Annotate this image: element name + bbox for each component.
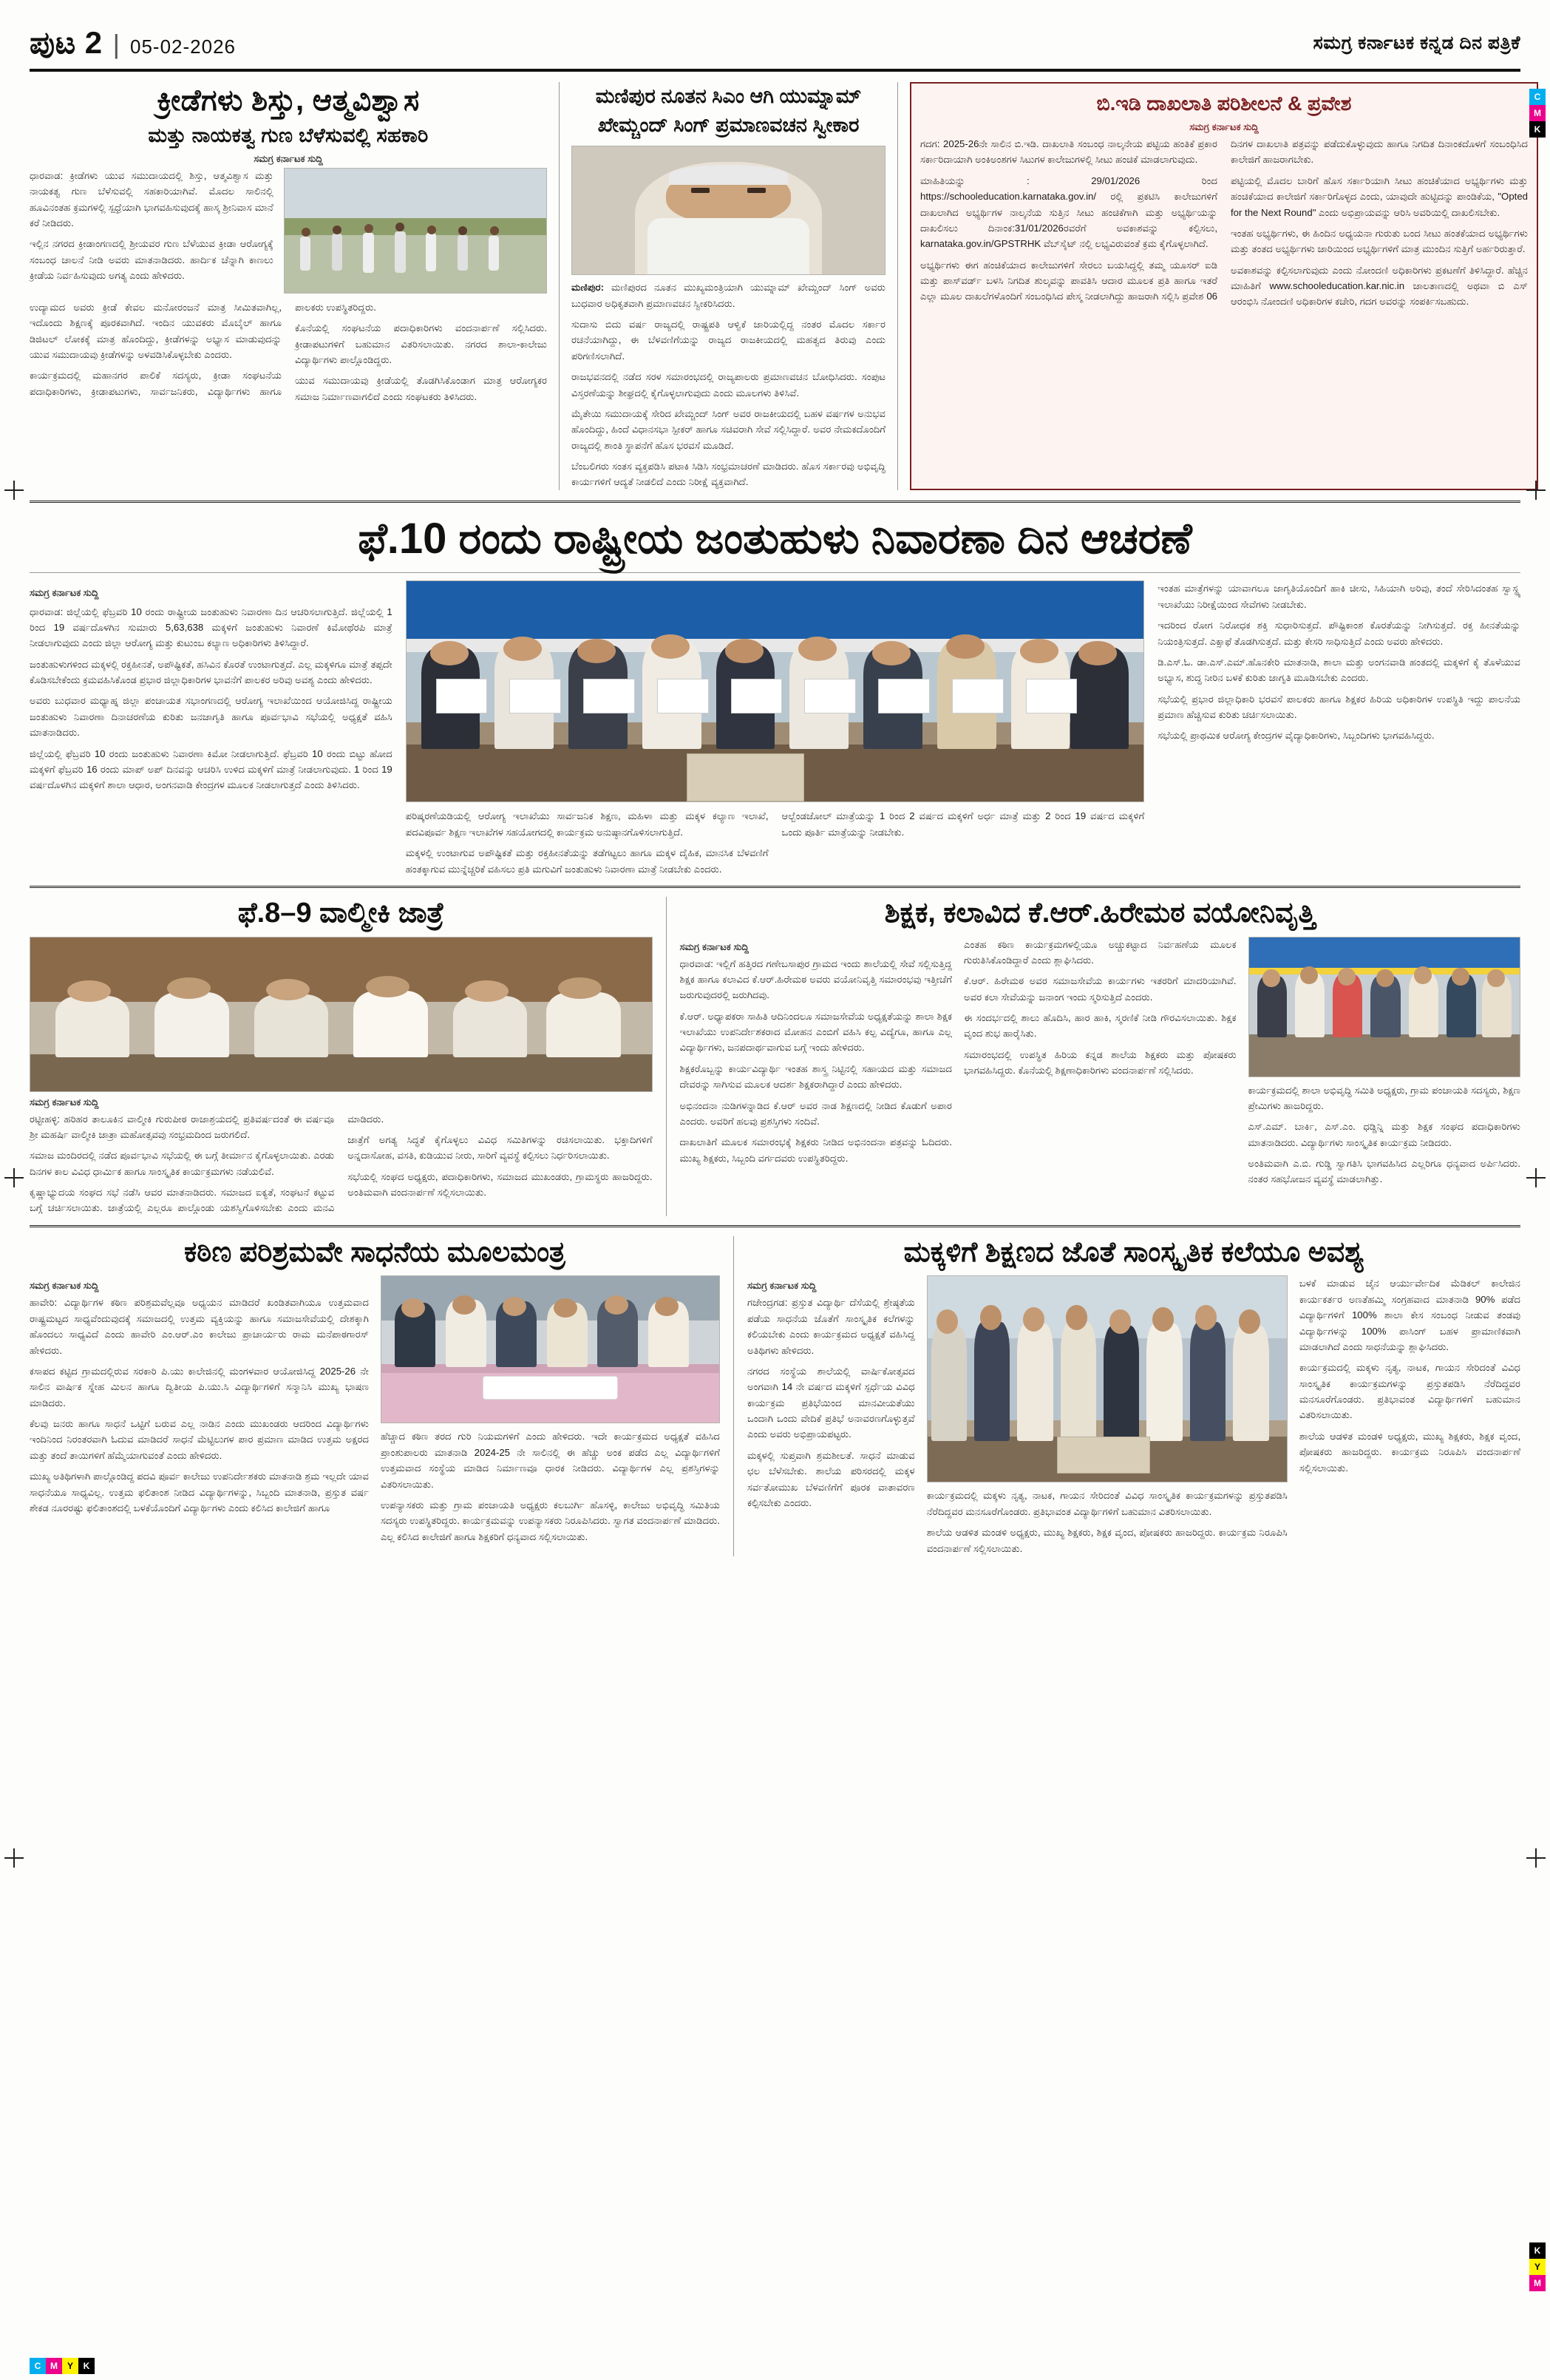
para: ಎಸ್.ಎಮ್. ಬಾರ್ಕಿ, ಎಸ್.ಎಂ. ಧಡ್ಡಿನ್ನಿ ಮತ್ತು ಶಿಕ್ಷಕ ಸಂಘದ ಪದಾಧಿಕಾರಿಗಳು ಮಾತನಾಡಿದರು. ವಿದ್ಯಾರ್ಥಿಗಳು ಸಾಂಸ್ಕೃತಿಕ ಕಾರ್ಯಕ್ರಮ ನೀಡಿದರು. [1248, 1121, 1520, 1148]
article-hard-work [30, 1236, 720, 1556]
para: ಬೆಂಬಲಿಗರು ಸಂತಸ ವ್ಯಕ್ತಪಡಿಸಿ ಪಟಾಕಿ ಸಿಡಿಸಿ ಸಂಭ್ರಮಾಚರಣೆ ಮಾಡಿದರು. ಹೊಸ ಸರ್ಕಾರವು ಅಭಿವೃದ್ಧಿ ಕಾರ್ಯಗಳಿಗೆ ಆದ್ಯತೆ ನೀಡಲಿದೆ ಎಂದು ನಿರೀಕ್ಷೆ ವ್ಯಕ್ತವಾಗಿದೆ. [571, 461, 886, 488]
feature-col-1 [30, 580, 392, 877]
para: ಶಿಕ್ಷಕರೊಬ್ಬನ್ನು ಕಾರ್ಯವಿದ್ಯಾರ್ಥಿ ಇಂತಹ ಶಾಸ್ತ್ರ ನಿಟ್ಟಿನಲ್ಲಿ ಸಹಾಯದ ಮತ್ತು ಸಮಾಜದ ದೇವರನ್ನು ಸಾಗಿಸುವ ಮೂಲಕ ಆದರ್ಶ ಶಿಕ್ಷಕರಾಗಿದ್ದಾರೆ ಎಂದು ಹೇಳಿದರು. [679, 1062, 953, 1091]
para: ಕೆ.ಆರ್. ಅಧ್ಯಾಪಕರಾ ಸಾಹಿತಿ ಆದಿನಿಂದಲೂ ಸಮಾಜಸೇವೆಯ ಅಧ್ಯಕ್ಷತೆಯನ್ನು ಶಾಲಾ ಶಿಕ್ಷಕ ಇಲಾಖೆಯು ಉಪನಿರ್ದೇಶಕರಾದ ಮೋಹನ ಎಂಬಿಗೆ ವಹಿಸಿ ಕಲ್ಪ ವಿದ್ಯೆಗೂ, ಹಾಗೂ ಎಲ್ಲ ವಿದ್ಯಾರ್ಥಿಗಳು, ಜನಪದಾರ್ಥವಾಗುವ ಬಗ್ಗೆ ಇಂದು ಹೇಳಿದರು. [679, 1010, 953, 1054]
para: ಅಭಿನಂದನಾ ನುಡಿಗಳನ್ನಾಡಿದ ಕೆ.ಆರ್ ಅವರ ನಾಡ ಶಿಕ್ಷಣದಲ್ಲಿ ನೀಡಿದ ಕೊಡುಗೆ ಅಪಾರ ಎಂದರು. ಅವರಿಗೆ ಹಲವು ಪ್ರಶಸ್ತಿಗಳು ಸಂದಿವೆ. [679, 1099, 953, 1127]
feature-deworming-day [30, 515, 1520, 877]
crop-mark [4, 1168, 24, 1187]
headline-culture: ಮಕ್ಕಳಿಗೆ ಶಿಕ್ಷಣದ ಜೊತೆ ಸಾಂಸ್ಕೃತಿಕ ಕಲೆಯೂ ಅವಶ್ಯ [903, 1236, 1364, 1268]
reg-mark-y2: Y [1529, 2259, 1546, 2275]
para: ಪಟ್ಟಿಯಲ್ಲಿ ಮೊದಲ ಬಾರಿಗೆ ಹೊಸ ಸರ್ಕಾರಿಯಾಗಿ ಸೀಟು ಹಂಚಿಕೆಯಾದ ಅಭ್ಯರ್ಥಿಗಳು ಮತ್ತು ಹಂಚಿಕೆಯಾದ ಕಾಲೇಜಿಗೆ ಸರ್ಕಾರಿಗೊಳ್ಳದ ಎಂದು, ಯಾವುದೇ ಹುಟ್ಟಿದನ್ನು ಪಾಂಡಿಕೆಯ, "Opted for the Next Round" ಎಂದು ಅಭಿಪ್ರಾಯವನ್ನು ಆರಿಸಿ ಅವರಿಯಿಲ್ಲಿ ದಾಖಲಿಸಬೇಕು. [1231, 174, 1528, 218]
photo-sports-ground [284, 168, 547, 294]
para: ಇಂತಹ ಅಭ್ಯರ್ಥಿಗಳು, ಈ ಹಿಂದಿನ ಅಧ್ಯಯನಾ ಗುರುತು ಬಂದ ಸೀಟು ಹಂತಕೆಯಾದ ಅಭ್ಯರ್ಥಿಗಳು ಮತ್ತು ತಂತದ ಅಭ್ಯರ್ಥಿಗಳು ಜಾರಿಯಿಂದ ಅಭ್ಯರ್ಥಿಗಳಿಗೆ ಮಾತ್ರ ಮುಂದಿನ ಸುತ್ತಿಗೆ ಅರ್ಹರಿರುತ್ತಾರೆ. [1231, 227, 1528, 255]
reg-mark-m2: M [1529, 2275, 1546, 2291]
para: ಮಾಹಿತಿಯನ್ನು : 29/01/2026 ರಿಂದ https://schooleducation.karnataka.gov.in/ ರಲ್ಲಿ ಪ್ರಕಟಿಸಿ ಕಾಲೇಜುಗಳಿಗೆ ದಾಖಲಾಗಿದ ಅಭ್ಯರ್ಥಿಗಳ ನಾಲ್ಕನೆಯ ಸುತ್ತಿನ ಸೀಟು ಹಂಚಿಕೆಗಾಗಿ ಮತ್ತು ಅಭ್ಯರ್ಥಿಯನ್ನು ದಾಖಲಿಸಲು ದಿನಾಂಕ:31/01/2026ರವರೆಗೆ ಅವಕಾಶವನ್ನು ಕಲ್ಪಿಸಲು, karnataka.gov.in/GPSTRHK ವೆಬ್‌ಸೈಟ್ ನಲ್ಲಿ ಲಭ್ಯವಿರುವಂತೆ ಕ್ರಮ ಕೈಗೊಳ್ಳಲಾಗಿದೆ. [920, 174, 1217, 250]
article-culture-education [747, 1236, 1520, 1556]
registration-marks-bottom-left [30, 2358, 95, 2374]
article-sports-discipline [30, 82, 547, 490]
reg-mark-k2: K [1529, 2242, 1546, 2259]
photo-deworming-launch [406, 580, 1145, 802]
crop-mark [1526, 1168, 1546, 1187]
headline-valmiki: ಫೆ.8–9 ವಾಲ್ಮೀಕಿ ಜಾತ್ರೆ [237, 897, 444, 929]
reg-mark-y3: Y [62, 2358, 78, 2374]
para: ಜಂತುಹುಳುಗಳಿಂದ ಮಕ್ಕಳಲ್ಲಿ ರಕ್ತಹೀನತೆ, ಅಪೌಷ್ಟಿಕತೆ, ಹಸಿವಿನ ಕೊರತೆ ಉಂಟಾಗುತ್ತದೆ. ಎಲ್ಲ ಮಕ್ಕಳಿಗೂ ಮಾತ್ರೆ ತಪ್ಪದೇ ಕೊಡಿಸಬೇಕೆಂದು ಕ್ರಮವಹಿಸಿಕೊಂಡ ಪ್ರಭಾರ ಜಿಲ್ಲಾಧಿಕಾರಿಗಳ ಭಾವನೆಗೆ ಪಾಲಕರ ಅರಿವು ಅವಶ್ಯ ಎಂದು ಹೇಳಿದರು. [30, 658, 392, 686]
column-divider [897, 82, 898, 490]
column-divider [559, 82, 560, 490]
byline-culture: ಸಮಗ್ರ ಕರ್ನಾಟಕ ಸುದ್ದಿ [747, 1280, 817, 1292]
para: ಡಿ.ಎಸ್.ಓ. ಡಾ.ಎಸ್.ಎಮ್.ಹೊನಕೇರಿ ಮಾತನಾಡಿ, ಶಾಲಾ ಮತ್ತು ಅಂಗನವಾಡಿ ಹಂತದಲ್ಲಿ ಮಕ್ಕಳಿಗೆ ಕೈ ತೊಳೆಯುವ ಅಭ್ಯಾಸ, ಶುದ್ಧ ನೀರಿನ ಬಳಕೆ ಕುರಿತು ಜಾಗೃತಿ ಮೂಡಿಸಬೇಕು ಎಂದರು. [1158, 656, 1520, 684]
para: ಹೆಚ್ಚಾದ ಕಠಿಣ ತರದ ಗುರಿ ನಿಯಮಗಳಿಗೆ ಎಂದು ಹೇಳಿದರು. ಇದೇ ಕಾರ್ಯಕ್ರಮದ ಅಧ್ಯಕ್ಷತೆ ವಹಿಸಿದ ಪ್ರಾಂಶುಪಾಲರು ಮಾತನಾಡಿ 2024-25 ನೇ ಸಾಲಿನಲ್ಲಿ ಈ ಹೆಚ್ಚು ಅಂಕ ಪಡೆದ ಎಲ್ಲ ವಿದ್ಯಾರ್ಥಿಗಳಿಗೆ ಉತ್ತಮವಾದ ಸಂಸ್ಥೆಯ ಮಾಡಿದ ನಿರ್ಮಾಣವೂ ಧಾರಕ ನೀಡಿದರು. ವಿದ್ಯಾರ್ಥಿಗಳ ಎಲ್ಲ ಪ್ರಶಸ್ತಿಗಳನ್ನು ವಿತರಿಸಲಾಯಿತು. [380, 1431, 720, 1490]
article-bed-admission [910, 82, 1538, 490]
para: ಅಂತಿಮವಾಗಿ ಎ.ಬಿ. ಗುಡ್ಡಿ ಸ್ವಾಗತಿಸಿ ಭಾಗವಹಿಸಿದ ಎಲ್ಲರಿಗೂ ಧನ್ಯವಾದ ಅರ್ಪಿಸಿದರು. ನಂತರ ಸಹಭೋಜನ ವ್ಯವಸ್ಥೆ ಮಾಡಲಾಗಿತ್ತು. [1248, 1158, 1520, 1185]
para: ಇಂತಹ ಮಾತ್ರೆಗಳನ್ನು ಯಾವಾಗಲೂ ಜಾಗೃತಿಯೊಂದಿಗೆ ಹಾಕಿ ಚೀಸು, ಸಿಹಿಯಾಗಿ ಅರಿವು, ತಂದೆ ಸೇರಿಸಿದಂತಹ ಸ್ವಾಸ್ಥ್ಯ ಇಲಾಖೆಯು ನಿರೀಕ್ಷೆಯಿಂದ ಸೇವೆಗಳು ನೀಡಬೇಕು. [1158, 583, 1520, 610]
para: ಸಭೆಯಲ್ಲಿ ಪ್ರಭಾರ ಜಿಲ್ಲಾಧಿಕಾರಿ ಭರವಸೆ ಪಾಲಕರು ಹಾಗೂ ಶಿಕ್ಷಕರ ಹಿರಿಯ ಅಧಿಕಾರಿಗಳ ಉಪಸ್ಥಿತಿ ಇದ್ದು ಪಾಲನೆಯ ಪ್ರಮಾಣ ಹೆಚ್ಚಿಸುವ ಕುರಿತು ಚರ್ಚಿಸಲಾಯಿತು. [1158, 693, 1520, 721]
para: ಎಂತಹ ಕಠಿಣ ಕಾರ್ಯಕ್ರಮಗಳಲ್ಲಿಯೂ ಅಚ್ಚುಕಟ್ಟಾದ ನಿರ್ವಹಣೆಯ ಮೂಲಕ ಗುರುತಿಸಿಕೊಂಡಿದ್ದಾರೆ ಎಂದು ಶ್ಲಾಘಿಸಿದರು. [964, 938, 1237, 966]
para: ಮುಖ್ಯ ಅತಿಥಿಗಳಾಗಿ ಪಾಲ್ಗೊಂಡಿದ್ದ ಪದವಿ ಪೂರ್ವ ಕಾಲೇಜು ಉಪನಿರ್ದೇಶಕರು ಮಾತನಾಡಿ ಶ್ರಮ ಇಲ್ಲದೇ ಯಾವ ಸಾಧನೆಯೂ ಸಾಧ್ಯವಿಲ್ಲ. ಉತ್ತಮ ಫಲಿತಾಂಶ ನೀಡಿದ ವಿದ್ಯಾರ್ಥಿಗಳನ್ನು, ಸಿಬ್ಬಂದಿ ಮಾತನಾಡಿ, ಪ್ರಸ್ತುತ ವರ್ಷ ಶೇಕಡ ನೂರರಷ್ಟು ಫಲಿತಾಂಶದಲ್ಲಿ ಬಳಕೆಯೊಂದಿಗೆ ವಿದ್ಯಾರ್ಥಿಗಳು ಎಂದು ಕಲಿಸಿದ ಕಾಲೇಜಿಗೆ ಹಾಗೂ [30, 1471, 369, 1513]
para: ಬಳಕೆ ಮಾಡುವ ಜೈನ ಆರ್ಯುರ್ವೇದಿಕ ಮೆಡಿಕಲ್ ಕಾಲೇಜಿನ ಕಾರ್ಯಕರ್ತರ ಅಣತೆಹಮ್ಮಿ ಸಂಗ್ರಹವಾದ ಮಾತನಾಡಿ 90% ಪಡೆದ ವಿದ್ಯಾರ್ಥಿಗಳಿಗೆ 100% ಶಾಲಾ ಕೇಸ ಸಂಬಂಧ ನೀಡುವ ತಂಡವು ವಿದ್ಯಾರ್ಥಿಗಳನ್ನು 100% ಪಾಸಿಂಗ್ ಬಹಳ ಪ್ರಾಮಾಣಿಕವಾಗಿ ಮಾಡಲಾಗಿದೆ ಎಂದು ಸಾಧನೆಯನ್ನು ಶ್ಲಾಘಿಸಿದರು. [1299, 1278, 1520, 1352]
headline-sports-main: ಕ್ರೀಡೆಗಳು ಶಿಸ್ತು, ಆತ್ಮವಿಶ್ವಾಸ [157, 84, 420, 117]
para: ಯುವ ಸಮುದಾಯವು ಕ್ರೀಡೆಯಲ್ಲಿ ತೊಡಗಿಸಿಕೊಂಡಾಗ ಮಾತ್ರ ಆರೋಗ್ಯಕರ ಸಮಾಜ ನಿರ್ಮಾಣವಾಗಲಿದೆ ಎಂದು ಸಂಘಟಕರು ತಿಳಿಸಿದರು. [295, 375, 547, 402]
para: ಜಾತ್ರೆಗೆ ಅಗತ್ಯ ಸಿದ್ಧತೆ ಕೈಗೊಳ್ಳಲು ವಿವಿಧ ಸಮಿತಿಗಳನ್ನು ರಚಿಸಲಾಯಿತು. ಭಕ್ತಾದಿಗಳಿಗೆ ಅನ್ನದಾಸೋಹ, ವಸತಿ, ಕುಡಿಯುವ ನೀರು, ಸಾರಿಗೆ ವ್ಯವಸ್ಥೆ ಕಲ್ಪಿಸಲು ನಿರ್ಧರಿಸಲಾಯಿತು. [347, 1133, 653, 1162]
masthead [30, 25, 1520, 72]
para: ಮಣಿಪುರದ ನೂತನ ಮುಖ್ಯಮಂತ್ರಿಯಾಗಿ ಯುಮ್ನಾಮ್ ಖೇಮ್ಚಂದ್ ಸಿಂಗ್ ಅವರು ಬುಧವಾರ ಅಧಿಕೃತವಾಗಿ ಪ್ರಮಾಣವಚನ ಸ್ವೀಕರಿಸಿದರು. [571, 282, 886, 309]
mid-section [30, 897, 1520, 1216]
article-valmiki-jatre [30, 897, 653, 1216]
masthead-separator: | [112, 29, 120, 59]
para: ಅಭ್ಯರ್ಥಿಗಳು ಈಗ ಹಂಚಿಕೆಯಾದ ಕಾಲೇಜುಗಳಿಗೆ ಸೇರಲು ಬಯಸಿದ್ದಲ್ಲಿ ತಮ್ಮ ಯೂಸರ್ ಐಡಿ ಮತ್ತು ಪಾಸ್‌ವರ್ಡ್ ಬಳಸಿ ನಿಗದಿತ ಶುಲ್ಕವನ್ನು ಪಾವತಿಸಿ ಆದಾರ ಮೂಲಕ ಪ್ರತಿ ಹಾಗೂ ಇತರೆ ಎಲ್ಲಾ ಮೂಲ ದಾಖಲೆಗಳೊಂದಿಗೆ ಸಂಬಂಧಿಸಿದ ಪೇಸ್ಮ ನೀಡಲಾಗಿದ್ದು ಹಾಜರಾಗಿ ಸಲ್ಲಿಸಿ ಪ್ರವೇಶ 06 ದಿನಗಳ ದಾಖಲಾತಿ ಪತ್ರವನ್ನು ಪಡೆದುಕೊಳ್ಳುವುದು ಹಾಗೂ ನಿಗದಿತ ದಿನಾಂಕದೊಳಗೆ ಸಂಬಂಧಿಸಿದ ಕಾಲೇಜಿಗೆ ಹಾಜರಾಗಬೇಕು. [920, 138, 1528, 302]
headline-bed-admission: ಬಿ.ಇಡಿ ದಾಖಲಾತಿ ಪರಿಶೀಲನೆ & ಪ್ರವೇಶ [1096, 92, 1352, 115]
reg-mark-m: M [1529, 105, 1546, 121]
para: ಧಾರವಾಡ: ಕ್ರೀಡೆಗಳು ಯುವ ಸಮುದಾಯದಲ್ಲಿ ಶಿಸ್ತು, ಆತ್ಮವಿಶ್ವಾಸ ಮತ್ತು ನಾಯಕತ್ವ ಗುಣ ಬೆಳೆಸುವಲ್ಲಿ ಸಹಕಾರಿಯಾಗಿವೆ. ಮೊದಲ ಸಾಲಿನಲ್ಲಿ ಹೂವಿನಂತಹ ಕ್ರಮಗಳಲ್ಲಿ ಸ್ಪಧ್ರೆಯಾಗಿ ಭಾಗವಹಿಸುವುದಕ್ಕೆ ಹಾಸ್ಕ ಶ್ರೀನಿವಾಸ ಮಾನೆ ಕರೆ ನೀಡಿದರು. [30, 169, 273, 228]
para: ಮೈತೇಯಿ ಸಮುದಾಯಕ್ಕೆ ಸೇರಿದ ಖೇಮ್ಚಂದ್ ಸಿಂಗ್ ಅವರ ರಾಜಕೀಯದಲ್ಲಿ ಬಹಳ ವರ್ಷಗಳ ಅನುಭವ ಹೊಂದಿದ್ದು, ಹಿಂದೆ ವಿಧಾನಸಭಾ ಸ್ಪೀಕರ್ ಹಾಗೂ ಸಚಿವರಾಗಿ ಸೇವೆ ಸಲ್ಲಿಸಿದ್ದಾರೆ. ಅವರ ನೇಮಕದೊಂದಿಗೆ ರಾಜ್ಯದಲ್ಲಿ ಶಾಂತಿ ಸ್ಥಾಪನೆಗೆ ಹೊಸ ಭರವಸೆ ಮೂಡಿದೆ. [571, 407, 886, 451]
para: ಉಪನ್ಯಾಸಕರು ಮತ್ತು ಗ್ರಾಮ ಪಂಚಾಯತಿ ಅಧ್ಯಕ್ಷರು ಕಲಬುರ್ಗಿ ಹೊಸಳ್ಳಿ, ಕಾಲೇಜು ಅಭಿವೃದ್ಧಿ ಸಮಿತಿಯ ಸದಸ್ಯರು ಉಪಸ್ಥಿತರಿದ್ದರು. ಕಾರ್ಯಕ್ರಮವನ್ನು ಉಪನ್ಯಾಸಕರು ನಿರೂಪಿಸಿದರು. ಸ್ವಾಗತ ವಂದನಾರ್ಪಣೆ ಮಾಡಿದರು. ಎಲ್ಲ ಕಲಿಸಿದ ಕಾಲೇಜಿಗೆ ಹಾಗೂ ಶಿಕ್ಷಕರಿಗೆ ಧನ್ಯವಾದ ಸಲ್ಲಿಸಲಾಯಿತು. [380, 1499, 720, 1542]
para: ಸಮಾಜ ಮಂದಿರದಲ್ಲಿ ನಡೆದ ಪೂರ್ವಭಾವಿ ಸಭೆಯಲ್ಲಿ ಈ ಬಗ್ಗೆ ತೀರ್ಮಾನ ಕೈಗೊಳ್ಳಲಾಯಿತು. ಎರಡು ದಿನಗಳ ಕಾಲ ವಿವಿಧ ಧಾರ್ಮಿಕ ಹಾಗೂ ಸಾಂಸ್ಕೃತಿಕ ಕಾರ್ಯಕ್ರಮಗಳು ನಡೆಯಲಿವೆ. [30, 1150, 335, 1177]
crop-mark [4, 1848, 24, 1868]
para: ಕಾರ್ಯಕ್ರಮದಲ್ಲಿ ಮಹಾನಗರ ಪಾಲಿಕೆ ಸದಸ್ಯರು, ಕ್ರೀಡಾ ಸಂಘಟನೆಯ ಪದಾಧಿಕಾರಿಗಳು, ಕ್ರೀಡಾಪಟುಗಳು, ಸಾರ್ವಜನಿಕರು, ವಿದ್ಯಾರ್ಥಿಗಳು ಹಾಗೂ ಪಾಲಕರು ಉಪಸ್ಥಿತರಿದ್ದರು. [30, 301, 376, 397]
para: ಧಾರವಾಡ: ಇಲ್ಲಿಗೆ ಹತ್ತಿರದ ಗಣೇಬಸಾಪುರ ಗ್ರಾಮದ ಇಂದು ಶಾಲೆಯಲ್ಲಿ ಸೇವೆ ಸಲ್ಲಿಸುತ್ತಿದ್ದ ಶಿಕ್ಷಕ ಹಾಗೂ ಕಲಾವಿದ ಕೆ.ಆರ್.ಹಿರೇಮಠ ಅವರು ವಯೋನಿವೃತ್ತಿ ಸಮಾರಂಭವು ಇತ್ತೀಚೆಗೆ ಜರುಗುವುದರಲ್ಲಿ ಜರುಗಿದವು. [679, 957, 953, 1001]
para: ಇದರಿಂದ ರೋಗ ನಿರೋಧಕ ಶಕ್ತಿ ಸುಧಾರಿಸುತ್ತದೆ. ಪೌಷ್ಟಿಕಾಂಶ ಕೊರತೆಯನ್ನು ನೀಗಿಸುತ್ತದೆ. ರಕ್ತ ಹೀನತೆಯನ್ನು ನಿಯಂತ್ರಿಸುತ್ತದೆ. ಎಕ್ಸಾಫೆ ತೊಡಗಿಸುತ್ತದೆ. ಮತ್ತು ಕೇಸರಿ ಸಾಧಿಸುತ್ತಿದೆ ಎಂದು ಅವರು ಹೇಳಿದರು. [1158, 620, 1520, 647]
photo-cake-cutting [381, 1275, 720, 1423]
byline-deworming: ಸಮಗ್ರ ಕರ್ನಾಟಕ ಸುದ್ದಿ [30, 587, 99, 599]
para: ಜಿಲ್ಲೆಯಲ್ಲಿ ಫೆಬ್ರವರಿ 10 ರಂದು ಜಂತುಹುಳು ನಿವಾರಣಾ ಕಿಮೋ ನೀಡಲಾಗುತ್ತಿದೆ. ಫೆಬ್ರವರಿ 10 ರಂದು ಬಿಟ್ಟು ಹೋದ ಮಕ್ಕಳಿಗೆ ಫೆಬ್ರವರಿ 16 ರಂದು ಮಾಪ್ ಅಪ್ ದಿನವನ್ನು ಆಚರಿಸಿ ಉಳಿದ ಮಕ್ಕಳಿಗೆ ಮಾತ್ರೆ ನೀಡಲಾಗುವುದು. 1 ರಿಂದ 19 ವರ್ಷದೊಳಗಿನ ಮಕ್ಕಳಿಗೆ ಶಾಲಾ ಆಧಾರ, ಅಂಗನವಾಡಿ ಕೇಂದ್ರಗಳ ಮೂಲಕ ನೀಡಲಾಗುತ್ತದೆ ಎಂದು ತಿಳಿಸಿದರು. [30, 747, 392, 791]
column-divider [733, 1236, 734, 1556]
para: ಮಕ್ಕಳಲ್ಲಿ ಸುಪ್ತವಾಗಿ ಶ್ರಮಶೀಲತೆ. ಸಾಧನೆ ಮಾಡುವ ಛಲ ಬೆಳೆಸಬೇಕು. ಶಾಲೆಯ ಪರಿಸರದಲ್ಲಿ ಮಕ್ಕಳ ಸರ್ವತೋಮುಖ ಬೆಳವಣಿಗೆಗೆ ಪೂರಕ ವಾತಾವರಣ ಕಲ್ಪಿಸಬೇಕು ಎಂದರು. [747, 1449, 915, 1508]
byline-manipur: ಮಣಿಪುರ: [571, 282, 604, 294]
para: ಗಜೇಂದ್ರಗಡ: ಪ್ರಸ್ತುತ ವಿದ್ಯಾರ್ಥಿ ದೆಸೆಯಲ್ಲಿ ಶ್ರೇಷ್ಠತೆಯ ಪಡೆಯ ಸಾಧನೆಯ ಜೊತೆಗೆ ಸಾಂಸ್ಕೃತಿಕ ಕಲೆಗಳನ್ನು ಕಲಿಯಬೇಕು ಎಂದು ಕಾರ್ಯಕ್ರಮದ ಅಧ್ಯಕ್ಷತೆ ವಹಿಸಿದ್ದ ಅತಿಥಿಗಳು ಹೇಳಿದರು. [747, 1297, 915, 1356]
para: ಕಾರ್ಯಕ್ರಮದಲ್ಲಿ ಮಕ್ಕಳು ನೃತ್ಯ, ನಾಟಕ, ಗಾಯನ ಸೇರಿದಂತೆ ವಿವಿಧ ಸಾಂಸ್ಕೃತಿಕ ಕಾರ್ಯಕ್ರಮಗಳನ್ನು ಪ್ರಸ್ತುತಪಡಿಸಿ ನೆರೆದಿದ್ದವರ ಮನಸೂರೆಗೊಂಡರು. ಪ್ರತಿಭಾವಂತ ವಿದ್ಯಾರ್ಥಿಗಳಿಗೆ ಬಹುಮಾನ ವಿತರಿಸಲಾಯಿತು. [1299, 1362, 1520, 1421]
para: ಕಾರ್ಯಕ್ರಮದಲ್ಲಿ ಮಕ್ಕಳು ನೃತ್ಯ, ನಾಟಕ, ಗಾಯನ ಸೇರಿದಂತೆ ವಿವಿಧ ಸಾಂಸ್ಕೃತಿಕ ಕಾರ್ಯಕ್ರಮಗಳನ್ನು ಪ್ರಸ್ತುತಪಡಿಸಿ ನೆರೆದಿದ್ದವರ ಮನಸೂರೆಗೊಂಡರು. ಪ್ರತಿಭಾವಂತ ವಿದ್ಯಾರ್ಥಿಗಳಿಗೆ ಬಹುಮಾನ ವಿತರಿಸಲಾಯಿತು. [926, 1490, 1288, 1517]
reg-mark-c: C [1529, 89, 1546, 105]
registration-marks-bottom-right [1529, 2242, 1546, 2291]
headline-manipur: ಮಣಿಪುರ ನೂತನ ಸಿಎಂ ಆಗಿ ಯುಮ್ನಾಮ್ ಖೇಮ್ಚಂದ್ ಸಿಂಗ್ ಪ್ರಮಾಣವಚನ ಸ್ವೀಕಾರ [595, 85, 862, 137]
page-number: ಪುಟ 2 [30, 25, 103, 60]
para: ಕೆ.ಆರ್. ಹಿರೇಮಠ ಅವರ ಸಮಾಜಸೇವೆಯ ಕಾರ್ಯಗಳು ಇತರರಿಗೆ ಮಾದರಿಯಾಗಿವೆ. ಅವರ ಕಲಾ ಸೇವೆಯನ್ನು ಜನಾಂಗ ಇಂದು ಸ್ಮರಿಸುತ್ತಿದೆ ಎಂದರು. [964, 975, 1237, 1003]
para: ನಗರದ ಸಂಸ್ಥೆಯ ಶಾಲೆಯಲ್ಲಿ ವಾರ್ಷಿಕೋತ್ಸವದ ಅಂಗವಾಗಿ 14 ನೇ ವರ್ಷದ ಮಕ್ಕಳಿಗೆ ಸ್ಪರ್ಧೆಯ ವಿವಿಧ ಕಾರ್ಯಕ್ರಮ ಪ್ರತಿಭೆಯಿಂದ ಮಾನವೀಯತೆಯು ಒಂದಾಗಿ ಒಂದು ವೇದಿಕೆ ಪ್ರತಿಭೆ ಅನಾವರಣಗೊಳ್ಳುತ್ತವೆ ಎಂದು ಅವರು ಅಭಿಪ್ರಾಯಪಟ್ಟರು. [747, 1365, 915, 1440]
top-band [30, 82, 1528, 503]
para: ಅವರು ಬುಧವಾರ ಮಧ್ಯಾಹ್ನ ಜಿಲ್ಲಾ ಪಂಚಾಯತ ಸಭಾಂಗಣದಲ್ಲಿ ಆರೋಗ್ಯ ಇಲಾಖೆಯಿಂದ ಆಯೋಜಿಸಿದ್ದ ರಾಷ್ಟ್ರೀಯ ಜಂತುಹುಳು ನಿವಾರಣಾ ದಿನಾಚರಣೆಯ ಕುರಿತು ಜನಜಾಗೃತಿ ಹಾಗೂ ಪೂರ್ವಭಾವಿ ಸಭೆಯಲ್ಲಿ ಅಧ್ಯಕ್ಷತೆ ವಹಿಸಿ ಮಾತನಾಡಿದರು. [30, 695, 392, 739]
para: ಶಾಲೆಯ ಆಡಳಿತ ಮಂಡಳಿ ಅಧ್ಯಕ್ಷರು, ಮುಖ್ಯ ಶಿಕ್ಷಕರು, ಶಿಕ್ಷಕ ವೃಂದ, ಪೋಷಕರು ಹಾಜರಿದ್ದರು. ಕಾರ್ಯಕ್ರಮ ನಿರೂಪಿಸಿ ವಂದನಾರ್ಪಣೆ ಸಲ್ಲಿಸಲಾಯಿತು. [926, 1527, 1288, 1554]
photo-school-function [927, 1275, 1288, 1482]
para: ಧಾರವಾಡ: ಜಿಲ್ಲೆಯಲ್ಲಿ ಫೆಬ್ರವರಿ 10 ರಂದು ರಾಷ್ಟ್ರೀಯ ಜಂತುಹುಳು ನಿವಾರಣಾ ದಿನ ಆಚರಿಸಲಾಗುತ್ತಿದೆ. ಜಿಲ್ಲೆಯಲ್ಲಿ 1 ರಿಂದ 19 ವರ್ಷದೊಳಗಿನ ಸುಮಾರು 5,63,638 ಮಕ್ಕಳಿಗೆ ಜಂತುಹುಳು ನಿವಾರಣೆ ಕಿಮೋಥೆರಪಿ ಮಾತ್ರೆ ನೀಡಲಾಗುವುದು ಎಂದು ಜಿಲ್ಲಾ ಆರೋಗ್ಯ ಮತ್ತು ಕುಟುಂಬ ಕಲ್ಯಾಣ ಅಧಿಕಾರಿಗಳು ತಿಳಿಸಿದ್ದಾರೆ. [30, 606, 392, 649]
byline-sports: ಸಮಗ್ರ ಕರ್ನಾಟಕ ಸುದ್ದಿ [254, 152, 323, 164]
byline-bed: ಸಮಗ್ರ ಕರ್ನಾಟಕ ಸುದ್ದಿ [1189, 121, 1259, 133]
headline-deworming: ಫೆ.10 ರಂದು ರಾಷ್ಟ್ರೀಯ ಜಂತುಹುಳು ನಿವಾರಣಾ ದಿನ ಆಚರಣೆ [358, 514, 1192, 563]
crop-mark [1526, 1848, 1546, 1868]
para: ಮಕ್ಕಳಲ್ಲಿ ಉಂಟಾಗುವ ಅಪೌಷ್ಟಿಕತೆ ಮತ್ತು ರಕ್ತಹೀನತೆಯನ್ನು ತಡೆಗಟ್ಟಲು ಹಾಗೂ ಮಕ್ಕಳ ದೈಹಿಕ, ಮಾನಸಿಕ ಬೆಳವಣಿಗೆ ಹಂತಕ್ಕಾಗುವ ಮುನ್ನೆಚ್ಚರಿಕೆ ವಹಿಸಲು ಪ್ರತಿ ಮಗುವಿಗೆ ಜಂತುಹುಳು ನಿವಾರಣಾ ಮಾತ್ರೆ ನೀಡಬೇಕು ಎಂದರು. [405, 847, 769, 875]
para: ರಾಜಭವನದಲ್ಲಿ ನಡೆದ ಸರಳ ಸಮಾರಂಭದಲ್ಲಿ ರಾಜ್ಯಪಾಲರು ಪ್ರಮಾಣವಚನ ಬೋಧಿಸಿದರು. ಸಂಪುಟ ವಿಸ್ತರಣೆಯನ್ನು ಶೀಘ್ರದಲ್ಲಿ ಕೈಗೊಳ್ಳಲಾಗುವುದು ಎಂದು ಮೂಲಗಳು ತಿಳಿಸಿವೆ. [571, 371, 886, 399]
byline-retirement: ಸಮಗ್ರ ಕರ್ನಾಟಕ ಸುದ್ದಿ [679, 940, 749, 952]
headline-sports [30, 82, 547, 149]
reg-mark-k: K [1529, 121, 1546, 138]
para: ಕೊನೆಯಲ್ಲಿ ಸಂಘಟನೆಯ ಪದಾಧಿಕಾರಿಗಳು ವಂದನಾರ್ಪಣೆ ಸಲ್ಲಿಸಿದರು. ಕ್ರೀಡಾಪಟುಗಳಿಗೆ ಬಹುಮಾನ ವಿತರಿಸಲಾಯಿತು. ನಗರದ ಶಾಲಾ-ಕಾಲೇಜು ವಿದ್ಯಾರ್ಥಿಗಳು ಪಾಲ್ಗೊಂಡಿದ್ದರು. [295, 322, 547, 365]
para: ಸಭೆಯಲ್ಲಿ ಪ್ರಾಥಮಿಕ ಆರೋಗ್ಯ ಕೇಂದ್ರಗಳ ವೈದ್ಯಾಧಿಕಾರಿಗಳು, ಸಿಬ್ಬಂದಿಗಳು ಭಾಗವಹಿಸಿದ್ದರು. [1158, 730, 1435, 742]
reg-mark-k3: K [78, 2358, 95, 2374]
headline-hardwork: ಕಠಿಣ ಪರಿಶ್ರಮವೇ ಸಾಧನೆಯ ಮೂಲಮಂತ್ರ [184, 1236, 565, 1268]
publication-name: ಸಮಗ್ರ ಕರ್ನಾಟಕ ಕನ್ನಡ ದಿನ ಪತ್ರಿಕೆ [1313, 33, 1520, 53]
para: ಹಾವೇರಿ: ವಿದ್ಯಾರ್ಥಿಗಳ ಕಠಿಣ ಪರಿಶ್ರಮವೆಲ್ಲವೂ ಅಧ್ಯಯನ ಮಾಡಿದರೆ ಖಂಡಿತವಾಗಿಯೂ ಉತ್ತಮವಾದ ರಾಷ್ಟ್ರಮಟ್ಟದ ಸಾಧ್ಯವೆಂದುವುದಕ್ಕೆ ಸಮಾಜದಲ್ಲಿ ಉತ್ತಮ ವ್ಯಕ್ತಿಯನ್ನು ಹಾಗೂ ಸಮಾಜಸೇವೆಯಲ್ಲಿ ದೇಶಕ್ಕಾಗಿ ಹೊಂದಲು ಸಾಧ್ಯವಿದೆ ಎಂದು ಹಾವೇರಿ ಎಂ.ಆರ್.ಎಂ ಕಾಲೇಜು ಪ್ರಾಚಾರ್ಯರು ರಾಮ ಮನೆಪಾಠಗಾರಸ್ ಹೇಳಿದರು. [30, 1297, 369, 1356]
byline-hardwork: ಸಮಗ್ರ ಕರ್ನಾಟಕ ಸುದ್ದಿ [30, 1280, 99, 1292]
photo-retirement-felicitation [1248, 937, 1520, 1077]
para: ಪರಿಷ್ಕರಣೆಯಡಿಯಲ್ಲಿ ಆರೋಗ್ಯ ಇಲಾಖೆಯು ಸಾರ್ವಜನಿಕ ಶಿಕ್ಷಣ, ಮಹಿಳಾ ಮತ್ತು ಮಕ್ಕಳ ಕಲ್ಯಾಣ ಇಲಾಖೆ, ಪದವಿಪೂರ್ವ ಶಿಕ್ಷಣ ಇಲಾಖೆಗಳ ಸಹಯೋಗದಲ್ಲಿ ಕಾರ್ಯಕ್ರಮ ಅನುಷ್ಠಾನಗೊಳಿಸಲಾಗುತ್ತಿದೆ. [405, 810, 769, 838]
column-divider [666, 897, 667, 1216]
para: ಈ ಸಂದರ್ಭದಲ್ಲಿ ಶಾಲು ಹೊದಿಸಿ, ಹಾರ ಹಾಕಿ, ಸ್ಮರಣಿಕೆ ನೀಡಿ ಗೌರವಿಸಲಾಯಿತು. ಶಿಕ್ಷಕ ವೃಂದ ಶುಭ ಹಾರೈಸಿತು. [964, 1012, 1237, 1040]
para: ರಟ್ಟೀಹಳ್ಳಿ: ಹರಿಹರ ತಾಲೂಕಿನ ವಾಲ್ಮೀಕಿ ಗುರುಪೀಠ ರಾಜಾಶ್ರಯದಲ್ಲಿ ಪ್ರತಿವರ್ಷದಂತೆ ಈ ವರ್ಷವೂ ಶ್ರೀ ಮಹರ್ಷಿ ವಾಲ್ಮೀಕಿ ಜಾತ್ರಾ ಮಹೋತ್ಸವವು ಸಂಭ್ರಮದಿಂದ ಜರುಗಲಿದೆ. [30, 1113, 335, 1140]
para: ಶಾಲೆಯ ಆಡಳಿತ ಮಂಡಳಿ ಅಧ್ಯಕ್ಷರು, ಮುಖ್ಯ ಶಿಕ್ಷಕರು, ಶಿಕ್ಷಕ ವೃಂದ, ಪೋಷಕರು ಹಾಜರಿದ್ದರು. ಕಾರ್ಯಕ್ರಮ ನಿರೂಪಿಸಿ ವಂದನಾರ್ಪಣೆ ಸಲ್ಲಿಸಲಾಯಿತು. [1299, 1430, 1520, 1474]
photo-valmiki-meeting [30, 937, 653, 1092]
feature-col-4 [1158, 580, 1520, 877]
para: ಸಭೆಯಲ್ಲಿ ಸಂಘದ ಅಧ್ಯಕ್ಷರು, ಪದಾಧಿಕಾರಿಗಳು, ಸಮಾಜದ ಮುಖಂಡರು, ಗ್ರಾಮಸ್ಥರು ಹಾಜರಿದ್ದರು. ಅಂತಿಮವಾಗಿ ವಂದನಾರ್ಪಣೆ ಸಲ್ಲಿಸಲಾಯಿತು. [347, 1170, 653, 1199]
para: ಅವಕಾಶವನ್ನು ಕಲ್ಪಿಸಲಾಗುವುದು ಎಂದು ನೋಂದಣಿ ಅಧಿಕಾರಿಗಳು ಪ್ರಕಟಣೆಗೆ ತಿಳಿಸಿದ್ದಾರೆ. ಹೆಚ್ಚಿನ ಮಾಹಿತಿಗೆ www.schooleducation.kar.nic.in ಜಾಲತಾಣದಲ್ಲಿ ಅಥವಾ ಬಿ ಎಸ್ ಆರಂಭಿಸಿ ನೋಂದಣಿ ಅಧಿಕಾರಿಗಳ ಕಚೇರಿ, ಗದಗ ಅವರನ್ನು ಸಂಪರ್ಕಿಸಬಹುದು. [1231, 264, 1528, 308]
crop-mark [4, 481, 24, 500]
para: ಕಸಾಪದ ಕಟ್ಟಿದ ಗ್ರಾಮದಲ್ಲಿರುವ ಸರಕಾರಿ ಪಿ.ಯು ಕಾಲೇಜಿನಲ್ಲಿ ಮಂಗಳವಾರ ಆಯೋಜಿಸಿದ್ದ 2025-26 ನೇ ಸಾಲಿನ ವಾರ್ಷಿಕ ಸ್ನೇಹ ಮಿಲನ ಹಾಗೂ ದ್ವಿತೀಯ ಪಿ.ಯು.ಸಿ ವಿದ್ಯಾರ್ಥಿಗಳಿಗೆ ಸನ್ಮಾನಿಸಿ ಮುಖ್ಯ ಭಾಷಣ ಮಾಡಿದರು. [30, 1365, 369, 1408]
crop-mark [1526, 481, 1546, 500]
reg-mark-m3: M [46, 2358, 62, 2374]
article-manipur-cm [571, 82, 886, 490]
para: ಸಮಾರಂಭದಲ್ಲಿ ಉಪಸ್ಥಿತ ಹಿರಿಯ ಕನ್ನಡ ಶಾಲೆಯ ಶಿಕ್ಷಕರು ಮತ್ತು ಪೋಷಕರು ಭಾಗವಹಿಸಿದ್ದರು. ಕೊನೆಯಲ್ಲಿ ಶಿಕ್ಷಣಾಧಿಕಾರಿಗಳು ವಂದನಾರ್ಪಣೆ ಸಲ್ಲಿಸಿದರು. [964, 1048, 1237, 1077]
para: ಉದ್ಯಾಮದ ಅವರು ಕ್ರೀಡೆ ಕೇವಲ ಮನೋರಂಜನೆ ಮಾತ್ರ ಸೀಮಿತವಾಗಿಲ್ಲ, ಇದೊಂದು ಶಿಕ್ಷಣಕ್ಕೆ ಪೂರಕವಾಗಿದೆ. ಇಂದಿನ ಯುವಕರು ಮೊಬೈಲ್ ಹಾಗೂ ಡಿಜಿಟಲ್ ಲೋಕಕ್ಕೆ ಮಾತ್ರ ಹೊಂದಿದ್ದು, ಕ್ರೀಡೆಗಳನ್ನು ಅಭ್ಯಾಸ ಮಾಡುವುದನ್ನು ಯುವ ಸಮುದಾಯವು ಕ್ರೀಡೆಗಳನ್ನು ಅಳವಡಿಸಿಕೊಳ್ಳಬೇಕು ಎಂದರು. [30, 301, 282, 360]
bottom-section [30, 1236, 1520, 1556]
photo-manipur-cm [571, 146, 886, 275]
para: ಸುದಾಸು ಬಿದು ವರ್ಷ ರಾಜ್ಯದಲ್ಲಿ ರಾಷ್ಟ್ರಪತಿ ಆಳ್ವಿಕೆ ಜಾರಿಯಲ್ಲಿದ್ದ ನಂತರ ಮೊದಲ ಸರ್ಕಾರ ರಚನೆಯಾಗಿದ್ದು, ಈ ಬೆಳವಣಿಗೆಯನ್ನು ರಾಜ್ಯದ ರಾಜಕೀಯದಲ್ಲಿ ಮಹತ್ವದ ತಿರುವು ಎಂದು ಪರಿಗಣಿಸಲಾಗಿದೆ. [571, 319, 886, 362]
headline-retirement: ಶಿಕ್ಷಕ, ಕಲಾವಿದ ಕೆ.ಆರ್.ಹಿರೇಮಠ ವಯೋನಿವೃತ್ತಿ [884, 897, 1316, 929]
headline-sports-sub: ಮತ್ತು ನಾಯಕತ್ವ ಗುಣ ಬೆಳೆಸುವಲ್ಲಿ ಸಹಕಾರಿ [148, 124, 429, 146]
para: ಗದಗ: 2025-26ನೇ ಸಾಲಿನ ಬಿ.ಇಡಿ. ದಾಖಲಾತಿ ಸಂಬಂಧ ನಾಲ್ಕನೇಯ ಪಟ್ಟಿಯ ಹಂತಿಕೆ ಪ್ರಕಾರ ಸರ್ಕಾರಿದಾಯಾಗಿ ಅಂಕಿಅಂಶಗಳ ಸಿಟುಗಳ ಕಾಲೇಜುಗಳಲ್ಲಿ ಸೀಟು ಹಂಚಿಕೆ ಮಾಡಲಾಗುವುದು. [920, 138, 1217, 166]
para: ಕೃಷ್ಣಾಭ್ಯುದಯ ಸಂಘದ ಸಭೆ ನಡೆಸಿ ಆವರ ಮಾತನಾಡಿದರು. ಸಮಾಜದ ಐಕ್ಯತೆ, ಸಂಘಟನೆ ಕಟ್ಟುವ ಬಗ್ಗೆ ಚರ್ಚಿಸಲಾಯಿತು. ಜಾತ್ರೆಯಲ್ಲಿ ಎಲ್ಲರೂ ಪಾಲ್ಗೊಂಡು ಯಶಸ್ವಿಗೊಳಿಸಬೇಕು ಎಂದು ಮನವಿ ಮಾಡಿದರು. [30, 1113, 384, 1214]
reg-mark-c3: C [30, 2358, 46, 2374]
para: ದಾಖಲಾತಿಗೆ ಮೂಲಕ ಸಮಾರಂಭಕ್ಕೆ ಶಿಕ್ಷಕರು ನೀಡಿದ ಅಭಿನಂದನಾ ಪತ್ರವನ್ನು ಓದಿದರು. ಮುಖ್ಯ ಶಿಕ್ಷಕರು, ಸಿಬ್ಬಂದಿ ವರ್ಗದವರು ಉಪಸ್ಥಿತರಿದ್ದರು. [679, 1136, 953, 1164]
byline-valmiki: ಸಮಗ್ರ ಕರ್ನಾಟಕ ಸುದ್ದಿ [30, 1096, 99, 1108]
para: ಆಲ್ಬೆಂಡಜೋಲ್ ಮಾತ್ರೆಯನ್ನು 1 ರಿಂದ 2 ವರ್ಷದ ಮಕ್ಕಳಿಗೆ ಅರ್ಧ ಮಾತ್ರೆ ಮತ್ತು 2 ರಿಂದ 19 ವರ್ಷದ ಮಕ್ಕಳಿಗೆ ಒಂದು ಪೂರ್ತಿ ಮಾತ್ರೆಯನ್ನು ನೀಡಬೇಕು. [781, 810, 1145, 838]
para: ಕಾರ್ಯಕ್ರಮದಲ್ಲಿ ಶಾಲಾ ಅಭಿವೃದ್ಧಿ ಸಮಿತಿ ಅಧ್ಯಕ್ಷರು, ಗ್ರಾಮ ಪಂಚಾಯತಿ ಸದಸ್ಯರು, ಶಿಕ್ಷಣ ಪ್ರೇಮಿಗಳು ಹಾಜರಿದ್ದರು. [1248, 1084, 1520, 1111]
registration-marks-top-right [1529, 89, 1546, 138]
para: ಇಲ್ಲಿನ ನಗರದ ಕ್ರೀಡಾಂಗಣದಲ್ಲಿ ಶ್ರೀಯವರ ಗುಣ ಬೆಳೆಯುವ ಕ್ರೀಡಾ ಆರೋಗ್ಯಕ್ಕೆ ಸಂಬಂಧ ಚಾಲನೆ ನೀಡಿ ಅವರು ಮಾತನಾಡಿದರು. ಹಾರ್ದಿಕ ಚೆನ್ನಾಗಿ ಕಾಣಲು ಕ್ರೀಡೆಯ ನಿರ್ವಹಿಸುವುದು ಅಗತ್ಯ ಎಂದು ಹೇಳಿದರು. [30, 238, 273, 281]
para: ಕೆಲವು ಜನರು ಹಾಗೂ ಸಾಧನೆ ಒಟ್ಟಿಗೆ ಬರುವ ಎಲ್ಲ ನಾಡಿನ ಎಂದು ಮುಖಂಡರು ಆದರಿಂದ ವಿದ್ಯಾರ್ಥಿಗಳು ಇಂದಿನಿಂದ ನಿರಂತರವಾಗಿ ಓದುವ ಮಾಡಿದರೆ ಸಾಧನೆ ಮೆಟ್ಟಿಲುಗಳ ಪಾರ ಪ್ರಮಾಣ ಮಾಡಿದ ಉತ್ತಮ ಅಕ್ಷರದ ಮತ್ತು ತಂದೆ ತಾಯಿಗಳಿಗೆ ಹೆಮ್ಮೆಯಾಗುವಂತೆ ಎಂದು ಹೇಳಿದರು. [30, 1418, 369, 1461]
article-teacher-retirement [680, 897, 1520, 1216]
feature-photo-wrap [406, 580, 1145, 877]
publication-date: 05-02-2026 [130, 35, 237, 58]
